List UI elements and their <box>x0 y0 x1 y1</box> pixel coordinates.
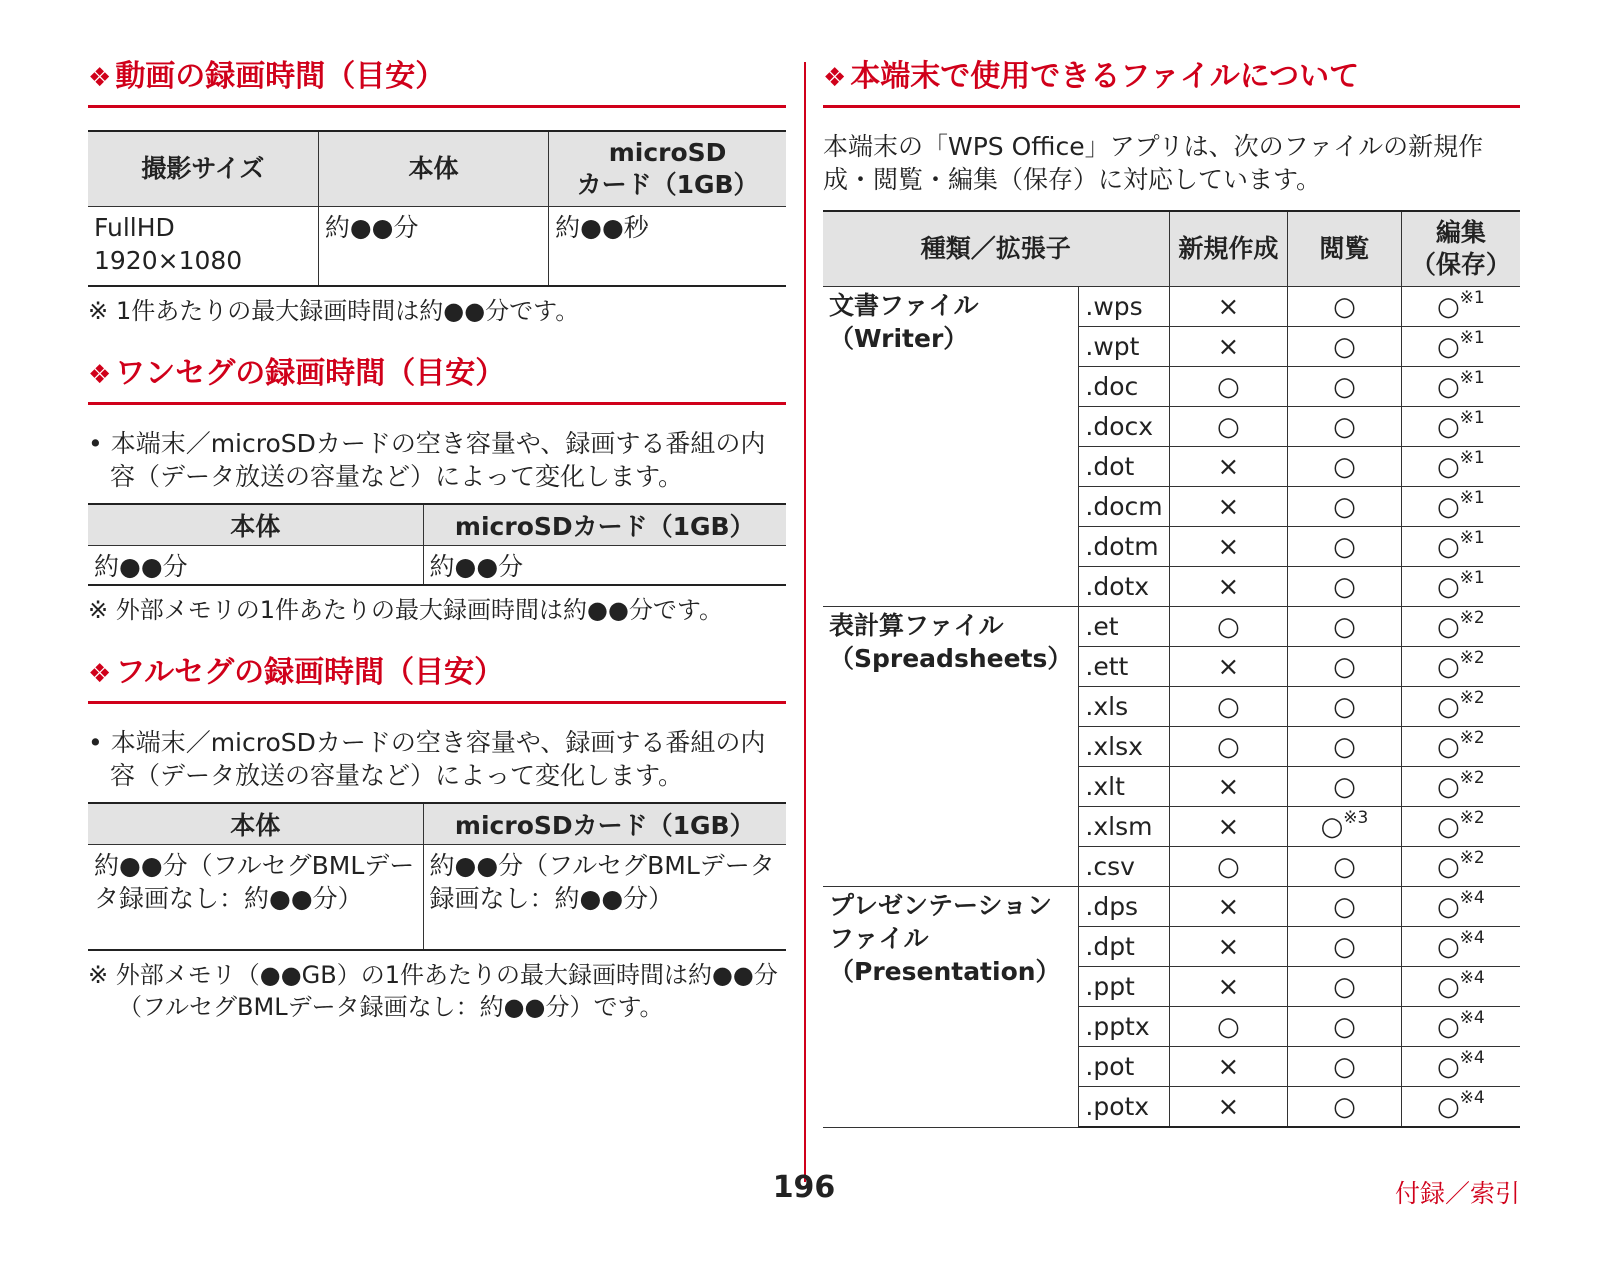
view-symbol: ○ <box>1333 1051 1356 1082</box>
edit-cell <box>1401 367 1520 407</box>
page-number: 196 <box>772 1170 836 1205</box>
view-symbol: ○ <box>1333 731 1356 762</box>
view-symbol: ○ <box>1333 531 1356 562</box>
table-row <box>88 546 786 586</box>
note-text: 外部メモリの1件あたりの最大録画時間は約●●分です。 <box>115 596 723 624</box>
edit-cell <box>1401 887 1520 927</box>
column-divider <box>804 62 806 1182</box>
view-cell <box>1288 1047 1401 1087</box>
header-cell-view: 閲覧 <box>1288 211 1401 287</box>
header-cell: 本体 <box>88 803 423 845</box>
view-symbol: ○ <box>1333 1091 1356 1122</box>
oneseg-bullet: • 本端末／microSDカードの空き容量や、録画する番組の内容（データ放送の容量など）によって変化します。 <box>88 429 766 491</box>
extension-cell: .csv <box>1079 847 1169 887</box>
extension-cell: .pot <box>1079 1047 1169 1087</box>
edit-symbol: ○ <box>1436 1091 1460 1122</box>
create-cell: × <box>1169 807 1288 847</box>
edit-cell <box>1401 967 1520 1007</box>
fullseg-heading: ❖ フルセグの録画時間（目安） <box>88 648 786 704</box>
table-row <box>88 207 786 287</box>
view-cell <box>1288 327 1401 367</box>
view-cell <box>1288 767 1401 807</box>
note-mark: ※ <box>88 961 109 989</box>
view-symbol: ○ <box>1333 331 1356 362</box>
header-cell: microSD カード（1GB） <box>549 131 786 207</box>
files-heading: ❖ 本端末で使用できるファイルについて <box>823 52 1520 108</box>
table-header-row <box>88 131 786 207</box>
create-cell: × <box>1169 487 1288 527</box>
extension-cell: .dotx <box>1079 567 1169 607</box>
edit-symbol: ○ <box>1436 971 1460 1002</box>
table-cell: FullHD 1920×1080 <box>88 207 318 287</box>
edit-symbol: ○ <box>1436 571 1460 602</box>
view-cell <box>1288 727 1401 767</box>
video-note <box>88 295 786 327</box>
edit-symbol: ○ <box>1436 811 1460 842</box>
create-cell: ○ <box>1169 367 1288 407</box>
oneseg-table <box>88 503 786 586</box>
edit-symbol: ○ <box>1436 451 1460 482</box>
view-cell <box>1288 847 1401 887</box>
extension-cell: .dot <box>1079 447 1169 487</box>
edit-symbol: ○ <box>1436 331 1460 362</box>
table-row <box>88 845 786 951</box>
edit-footnote: ※4 <box>1459 927 1485 948</box>
view-symbol: ○ <box>1333 411 1356 442</box>
fullseg-note <box>88 959 786 1023</box>
table-cell: 約●●秒 <box>549 207 786 287</box>
table-row <box>823 887 1520 927</box>
table-header-row <box>823 211 1520 287</box>
edit-symbol: ○ <box>1436 731 1460 762</box>
create-cell: ○ <box>1169 407 1288 447</box>
edit-footnote: ※2 <box>1459 687 1485 708</box>
view-cell <box>1288 287 1401 327</box>
view-cell <box>1288 367 1401 407</box>
table-row <box>823 607 1520 647</box>
create-cell: ○ <box>1169 727 1288 767</box>
edit-cell <box>1401 407 1520 447</box>
edit-cell <box>1401 1087 1520 1128</box>
edit-cell <box>1401 287 1520 327</box>
view-cell <box>1288 887 1401 927</box>
table-cell: 約●●分（フルセグBMLデータ録画なし：約●●分） <box>88 845 423 951</box>
extension-cell: .potx <box>1079 1087 1169 1128</box>
view-cell <box>1288 807 1401 847</box>
edit-symbol: ○ <box>1436 891 1460 922</box>
view-cell <box>1288 407 1401 447</box>
fullseg-table <box>88 802 786 951</box>
edit-cell <box>1401 647 1520 687</box>
edit-footnote: ※2 <box>1459 847 1485 868</box>
edit-symbol: ○ <box>1436 611 1460 642</box>
extension-cell: .ett <box>1079 647 1169 687</box>
view-symbol: ○ <box>1333 971 1356 1002</box>
category-cell: プレゼンテーションファイル （Presentation） <box>823 887 1079 1128</box>
extension-cell: .doc <box>1079 367 1169 407</box>
diamond-icon: ❖ <box>88 63 112 93</box>
edit-cell <box>1401 567 1520 607</box>
view-footnote: ※3 <box>1343 807 1369 828</box>
view-cell <box>1288 687 1401 727</box>
view-symbol: ○ <box>1333 851 1356 882</box>
bullet-icon: • <box>88 429 103 458</box>
left-column <box>88 52 786 1023</box>
category-cell: 表計算ファイル （Spreadsheets） <box>823 607 1079 887</box>
edit-footnote: ※1 <box>1459 527 1485 548</box>
edit-footnote: ※2 <box>1459 647 1485 668</box>
extension-cell: .dotm <box>1079 527 1169 567</box>
extension-cell: .wps <box>1079 287 1169 327</box>
create-cell: × <box>1169 967 1288 1007</box>
create-cell: × <box>1169 927 1288 967</box>
extension-cell: .wpt <box>1079 327 1169 367</box>
create-cell: × <box>1169 527 1288 567</box>
view-symbol: ○ <box>1333 611 1356 642</box>
edit-footnote: ※2 <box>1459 807 1485 828</box>
oneseg-heading: ❖ ワンセグの録画時間（目安） <box>88 349 786 405</box>
edit-cell <box>1401 687 1520 727</box>
edit-cell <box>1401 447 1520 487</box>
files-intro: 本端末の「WPS Office」アプリは、次のファイルの新規作成・閲覧・編集（保存）に対応しています。 <box>823 132 1484 194</box>
view-symbol: ○ <box>1333 571 1356 602</box>
note-mark: ※ <box>88 297 109 325</box>
table-cell: 約●●分 <box>88 546 423 586</box>
edit-cell <box>1401 487 1520 527</box>
file-support-table <box>823 210 1520 1128</box>
edit-symbol: ○ <box>1436 771 1460 802</box>
view-symbol: ○ <box>1333 1011 1356 1042</box>
create-cell: × <box>1169 447 1288 487</box>
view-cell <box>1288 447 1401 487</box>
bullet-icon: • <box>88 728 103 757</box>
extension-cell: .dps <box>1079 887 1169 927</box>
extension-cell: .pptx <box>1079 1007 1169 1047</box>
view-symbol: ○ <box>1333 371 1356 402</box>
create-cell: × <box>1169 1047 1288 1087</box>
view-symbol: ○ <box>1320 811 1344 842</box>
fullseg-bullet: • 本端末／microSDカードの空き容量や、録画する番組の内容（データ放送の容量など）によって変化します。 <box>88 728 766 790</box>
header-cell: microSDカード（1GB） <box>423 504 786 546</box>
extension-cell: .xls <box>1079 687 1169 727</box>
view-symbol: ○ <box>1333 651 1356 682</box>
edit-footnote: ※2 <box>1459 607 1485 628</box>
view-cell <box>1288 967 1401 1007</box>
header-cell: 撮影サイズ <box>88 131 318 207</box>
create-cell: × <box>1169 647 1288 687</box>
edit-symbol: ○ <box>1436 931 1460 962</box>
edit-symbol: ○ <box>1436 491 1460 522</box>
edit-footnote: ※4 <box>1459 1007 1485 1028</box>
edit-symbol: ○ <box>1436 851 1460 882</box>
category-cell: 文書ファイル （Writer） <box>823 287 1079 607</box>
edit-cell <box>1401 527 1520 567</box>
view-symbol: ○ <box>1333 931 1356 962</box>
create-cell: ○ <box>1169 607 1288 647</box>
table-header-row <box>88 504 786 546</box>
diamond-icon: ❖ <box>88 659 112 689</box>
create-cell: × <box>1169 287 1288 327</box>
note-text: 外部メモリ（●●GB）の1件あたりの最大録画時間は約●●分（フルセグBMLデータ録画なし：約●●分）です。 <box>115 961 778 1021</box>
create-cell: × <box>1169 327 1288 367</box>
note-text: 1件あたりの最大録画時間は約●●分です。 <box>116 297 580 325</box>
edit-footnote: ※4 <box>1459 1087 1485 1108</box>
edit-cell <box>1401 1047 1520 1087</box>
edit-footnote: ※1 <box>1459 327 1485 348</box>
view-cell <box>1288 567 1401 607</box>
edit-footnote: ※4 <box>1459 967 1485 988</box>
edit-cell <box>1401 767 1520 807</box>
video-heading: ❖ 動画の録画時間（目安） <box>88 52 786 108</box>
header-cell: 本体 <box>88 504 423 546</box>
view-cell <box>1288 1007 1401 1047</box>
create-cell: ○ <box>1169 1007 1288 1047</box>
header-cell: 本体 <box>318 131 548 207</box>
edit-cell <box>1401 727 1520 767</box>
edit-footnote: ※4 <box>1459 1047 1485 1068</box>
edit-footnote: ※1 <box>1459 447 1485 468</box>
view-cell <box>1288 607 1401 647</box>
view-symbol: ○ <box>1333 291 1356 322</box>
edit-symbol: ○ <box>1436 411 1460 442</box>
edit-footnote: ※1 <box>1459 367 1485 388</box>
edit-footnote: ※2 <box>1459 767 1485 788</box>
extension-cell: .xlt <box>1079 767 1169 807</box>
edit-cell <box>1401 1007 1520 1047</box>
edit-footnote: ※1 <box>1459 567 1485 588</box>
edit-footnote: ※1 <box>1459 287 1485 308</box>
edit-cell <box>1401 607 1520 647</box>
header-cell-edit: 編集 （保存） <box>1401 211 1520 287</box>
create-cell: × <box>1169 567 1288 607</box>
edit-symbol: ○ <box>1436 1051 1460 1082</box>
edit-cell <box>1401 927 1520 967</box>
header-cell-create: 新規作成 <box>1169 211 1288 287</box>
create-cell: × <box>1169 767 1288 807</box>
extension-cell: .docx <box>1079 407 1169 447</box>
right-column <box>823 52 1520 1128</box>
view-cell <box>1288 487 1401 527</box>
extension-cell: .xlsx <box>1079 727 1169 767</box>
extension-cell: .ppt <box>1079 967 1169 1007</box>
view-cell <box>1288 1087 1401 1128</box>
edit-cell <box>1401 847 1520 887</box>
diamond-icon: ❖ <box>823 63 847 93</box>
header-cell-type: 種類／拡張子 <box>823 211 1169 287</box>
file-rows <box>823 287 1520 1128</box>
table-cell: 約●●分 <box>423 546 786 586</box>
view-symbol: ○ <box>1333 891 1356 922</box>
table-cell: 約●●分 <box>318 207 548 287</box>
video-table <box>88 130 786 287</box>
extension-cell: .docm <box>1079 487 1169 527</box>
view-symbol: ○ <box>1333 451 1356 482</box>
create-cell: × <box>1169 887 1288 927</box>
note-mark: ※ <box>88 596 109 624</box>
create-cell: ○ <box>1169 687 1288 727</box>
create-cell: ○ <box>1169 847 1288 887</box>
create-cell: × <box>1169 1087 1288 1128</box>
view-cell <box>1288 647 1401 687</box>
footer-section-link[interactable]: 付録／索引 <box>1394 1179 1520 1208</box>
table-row <box>823 287 1520 327</box>
view-cell <box>1288 527 1401 567</box>
extension-cell: .dpt <box>1079 927 1169 967</box>
edit-footnote: ※1 <box>1459 487 1485 508</box>
view-cell <box>1288 927 1401 967</box>
table-cell: 約●●分（フルセグBMLデータ録画なし：約●●分） <box>423 845 786 951</box>
edit-symbol: ○ <box>1436 291 1460 322</box>
edit-symbol: ○ <box>1436 651 1460 682</box>
table-header-row <box>88 803 786 845</box>
view-symbol: ○ <box>1333 691 1356 722</box>
edit-cell <box>1401 327 1520 367</box>
edit-footnote: ※1 <box>1459 407 1485 428</box>
view-symbol: ○ <box>1333 771 1356 802</box>
edit-footnote: ※2 <box>1459 727 1485 748</box>
header-cell: microSDカード（1GB） <box>423 803 786 845</box>
edit-symbol: ○ <box>1436 1011 1460 1042</box>
edit-symbol: ○ <box>1436 691 1460 722</box>
extension-cell: .xlsm <box>1079 807 1169 847</box>
edit-symbol: ○ <box>1436 371 1460 402</box>
view-symbol: ○ <box>1333 491 1356 522</box>
diamond-icon: ❖ <box>88 360 112 390</box>
edit-footnote: ※4 <box>1459 887 1485 908</box>
edit-cell <box>1401 807 1520 847</box>
edit-symbol: ○ <box>1436 531 1460 562</box>
oneseg-note <box>88 594 786 626</box>
extension-cell: .et <box>1079 607 1169 647</box>
